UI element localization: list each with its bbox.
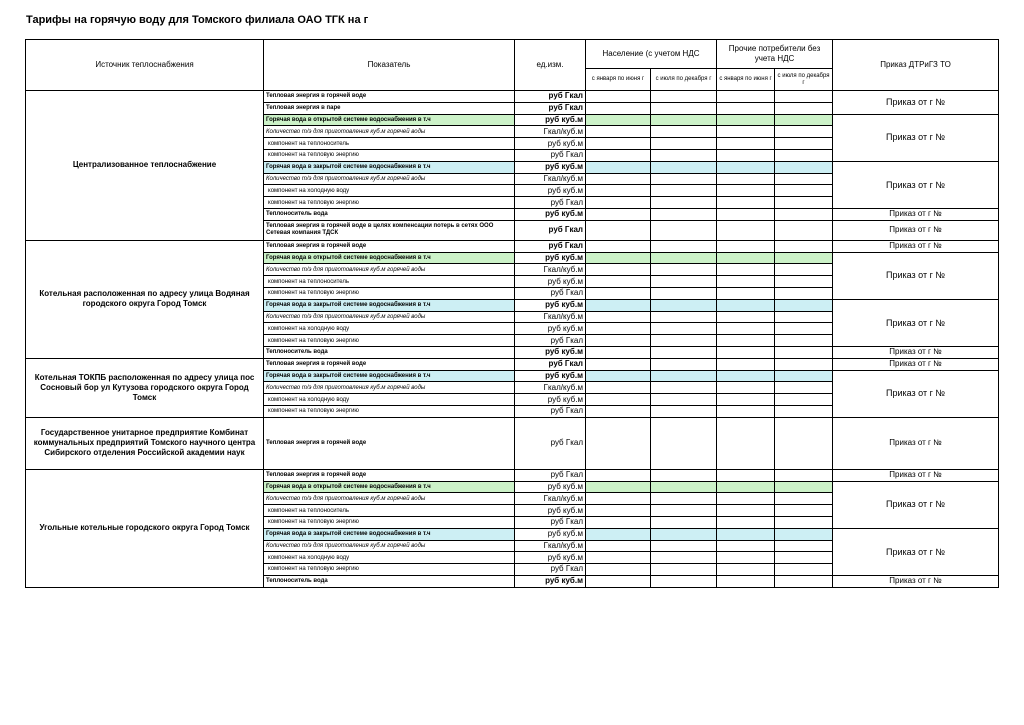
unit-cell: руб куб.м <box>515 208 586 220</box>
value-cell <box>586 323 651 335</box>
value-cell <box>586 149 651 161</box>
indicator-cell: Тепловая энергия в горячей воде <box>264 240 515 252</box>
value-cell <box>651 405 717 417</box>
table-row <box>26 469 999 481</box>
indicator-cell: Количество т/э для приготовления куб.м горячей воды <box>264 540 515 552</box>
document-title: Тарифы на горячую воду для Томского филиала ОАО ТГК на г <box>26 14 369 26</box>
unit-cell: руб куб.м <box>515 346 586 358</box>
value-cell <box>651 208 717 220</box>
value-cell <box>775 276 833 288</box>
indicator-cell: компонент на тепловую энергию <box>264 335 515 347</box>
order-cell: Приказ от г № <box>833 370 999 417</box>
value-cell <box>775 220 833 240</box>
value-cell <box>775 197 833 209</box>
value-cell <box>586 540 651 552</box>
unit-cell: руб Гкал <box>515 149 586 161</box>
value-cell <box>775 469 833 481</box>
unit-cell: руб Гкал <box>515 417 586 469</box>
unit-cell: руб куб.м <box>515 161 586 173</box>
value-cell <box>717 540 775 552</box>
value-cell <box>717 208 775 220</box>
table-row <box>26 358 999 370</box>
indicator-cell: Количество т/э для приготовления куб.м горячей воды <box>264 493 515 505</box>
value-cell <box>775 370 833 382</box>
value-cell <box>586 311 651 323</box>
value-cell <box>775 346 833 358</box>
unit-cell: руб Гкал <box>515 516 586 528</box>
value-cell <box>717 126 775 138</box>
value-cell <box>651 346 717 358</box>
indicator-cell: Количество т/э для приготовления куб.м горячей воды <box>264 264 515 276</box>
value-cell <box>717 405 775 417</box>
order-cell: Приказ от г № <box>833 220 999 240</box>
source-cell: Государственное унитарное предприятие Комбинат коммунальных предприятий Томского научного центра Сибирского отделения Российской академии наук <box>26 417 264 469</box>
unit-cell: руб куб.м <box>515 276 586 288</box>
value-cell <box>717 197 775 209</box>
value-cell <box>717 564 775 576</box>
value-cell <box>717 505 775 517</box>
table-row <box>26 240 999 252</box>
value-cell <box>651 126 717 138</box>
indicator-cell: компонент на холодную воду <box>264 552 515 564</box>
unit-cell: руб Гкал <box>515 335 586 347</box>
order-cell: Приказ от г № <box>833 91 999 115</box>
value-cell <box>651 173 717 185</box>
unit-cell: руб куб.м <box>515 185 586 197</box>
value-cell <box>651 91 717 103</box>
value-cell <box>586 173 651 185</box>
value-cell <box>775 323 833 335</box>
indicator-cell: компонент на холодную воду <box>264 185 515 197</box>
indicator-cell: Количество т/э для приготовления куб.м горячей воды <box>264 126 515 138</box>
indicator-cell: Горячая вода в закрытой системе водоснабжения в т.ч <box>264 370 515 382</box>
value-cell <box>586 552 651 564</box>
unit-cell: руб куб.м <box>515 114 586 126</box>
header-order: Приказ ДТРиГЗ ТО <box>833 40 999 91</box>
value-cell <box>775 126 833 138</box>
unit-cell: Гкал/куб.м <box>515 382 586 394</box>
value-cell <box>651 528 717 540</box>
value-cell <box>586 493 651 505</box>
value-cell <box>651 287 717 299</box>
order-cell: Приказ от г № <box>833 114 999 161</box>
value-cell <box>717 346 775 358</box>
value-cell <box>651 469 717 481</box>
value-cell <box>651 552 717 564</box>
indicator-cell: Горячая вода в закрытой системе водоснабжения в т.ч <box>264 528 515 540</box>
value-cell <box>586 126 651 138</box>
indicator-cell: компонент на холодную воду <box>264 323 515 335</box>
value-cell <box>775 299 833 311</box>
value-cell <box>651 114 717 126</box>
value-cell <box>717 469 775 481</box>
value-cell <box>586 505 651 517</box>
unit-cell: руб куб.м <box>515 481 586 493</box>
order-cell: Приказ от г № <box>833 346 999 358</box>
order-cell: Приказ от г № <box>833 299 999 346</box>
value-cell <box>717 240 775 252</box>
unit-cell: руб Гкал <box>515 91 586 103</box>
indicator-cell: компонент на тепловую энергию <box>264 197 515 209</box>
value-cell <box>775 394 833 406</box>
value-cell <box>586 417 651 469</box>
value-cell <box>586 264 651 276</box>
value-cell <box>717 276 775 288</box>
value-cell <box>775 138 833 150</box>
value-cell <box>651 417 717 469</box>
value-cell <box>586 358 651 370</box>
value-cell <box>651 358 717 370</box>
value-cell <box>717 575 775 587</box>
value-cell <box>651 161 717 173</box>
value-cell <box>775 493 833 505</box>
value-cell <box>775 264 833 276</box>
indicator-cell: Количество т/э для приготовления куб.м горячей воды <box>264 173 515 185</box>
value-cell <box>717 252 775 264</box>
value-cell <box>586 287 651 299</box>
value-cell <box>775 335 833 347</box>
value-cell <box>586 161 651 173</box>
value-cell <box>717 311 775 323</box>
unit-cell: Гкал/куб.м <box>515 493 586 505</box>
unit-cell: руб куб.м <box>515 370 586 382</box>
order-cell: Приказ от г № <box>833 528 999 575</box>
value-cell <box>717 417 775 469</box>
header-unit: ед.изм. <box>515 40 586 91</box>
indicator-cell: Количество т/э для приготовления куб.м горячей воды <box>264 311 515 323</box>
unit-cell: руб куб.м <box>515 575 586 587</box>
unit-cell: Гкал/куб.м <box>515 311 586 323</box>
header-period-1: с января по июня г <box>717 69 775 91</box>
value-cell <box>651 564 717 576</box>
value-cell <box>775 287 833 299</box>
value-cell <box>717 552 775 564</box>
value-cell <box>651 516 717 528</box>
value-cell <box>651 149 717 161</box>
value-cell <box>775 161 833 173</box>
table-row <box>26 417 999 469</box>
source-cell: Угольные котельные городского округа Город Томск <box>26 469 264 587</box>
indicator-cell: Тепловая энергия в горячей воде <box>264 358 515 370</box>
value-cell <box>586 346 651 358</box>
value-cell <box>586 276 651 288</box>
value-cell <box>717 173 775 185</box>
value-cell <box>651 276 717 288</box>
value-cell <box>586 575 651 587</box>
value-cell <box>717 528 775 540</box>
value-cell <box>651 264 717 276</box>
order-cell: Приказ от г № <box>833 469 999 481</box>
value-cell <box>717 299 775 311</box>
indicator-cell: компонент на тепловую энергию <box>264 405 515 417</box>
indicator-cell: компонент на теплоноситель <box>264 138 515 150</box>
value-cell <box>775 405 833 417</box>
value-cell <box>651 185 717 197</box>
value-cell <box>775 311 833 323</box>
value-cell <box>586 102 651 114</box>
value-cell <box>586 382 651 394</box>
value-cell <box>775 481 833 493</box>
unit-cell: руб Гкал <box>515 287 586 299</box>
value-cell <box>651 323 717 335</box>
value-cell <box>775 358 833 370</box>
indicator-cell: компонент на тепловую энергию <box>264 287 515 299</box>
value-cell <box>586 252 651 264</box>
indicator-cell: Количество т/э для приготовления куб.м горячей воды <box>264 382 515 394</box>
indicator-cell: Тепловая энергия в горячей воде в целях компенсации потерь в сетях ООО Сетевая компания ТДСК <box>264 220 515 240</box>
unit-cell: руб куб.м <box>515 299 586 311</box>
indicator-cell: компонент на холодную воду <box>264 394 515 406</box>
unit-cell: руб куб.м <box>515 138 586 150</box>
value-cell <box>717 358 775 370</box>
value-cell <box>775 516 833 528</box>
value-cell <box>717 481 775 493</box>
value-cell <box>717 185 775 197</box>
value-cell <box>586 516 651 528</box>
value-cell <box>651 240 717 252</box>
indicator-cell: Горячая вода в открытой системе водоснабжения в т.ч <box>264 252 515 264</box>
value-cell <box>651 197 717 209</box>
value-cell <box>775 417 833 469</box>
value-cell <box>586 240 651 252</box>
indicator-cell: Теплоноситель вода <box>264 575 515 587</box>
indicator-cell: Теплоноситель вода <box>264 208 515 220</box>
value-cell <box>717 149 775 161</box>
unit-cell: руб Гкал <box>515 469 586 481</box>
order-cell: Приказ от г № <box>833 575 999 587</box>
unit-cell: руб Гкал <box>515 220 586 240</box>
value-cell <box>586 394 651 406</box>
unit-cell: Гкал/куб.м <box>515 126 586 138</box>
value-cell <box>586 208 651 220</box>
indicator-cell: Теплоноситель вода <box>264 346 515 358</box>
indicator-cell: Горячая вода в закрытой системе водоснабжения в т.ч <box>264 299 515 311</box>
source-cell: Централизованное теплоснабжение <box>26 91 264 241</box>
value-cell <box>775 382 833 394</box>
header-population: Население (с учетом НДС <box>586 40 717 69</box>
value-cell <box>651 481 717 493</box>
value-cell <box>586 197 651 209</box>
unit-cell: руб куб.м <box>515 394 586 406</box>
value-cell <box>717 382 775 394</box>
indicator-cell: компонент на тепловую энергию <box>264 149 515 161</box>
value-cell <box>775 575 833 587</box>
value-cell <box>775 552 833 564</box>
order-cell: Приказ от г № <box>833 481 999 528</box>
unit-cell: руб Гкал <box>515 405 586 417</box>
indicator-cell: Горячая вода в закрытой системе водоснабжения в т.ч <box>264 161 515 173</box>
unit-cell: руб куб.м <box>515 505 586 517</box>
value-cell <box>717 138 775 150</box>
unit-cell: Гкал/куб.м <box>515 540 586 552</box>
value-cell <box>717 264 775 276</box>
unit-cell: руб Гкал <box>515 358 586 370</box>
value-cell <box>775 91 833 103</box>
indicator-cell: компонент на тепловую энергию <box>264 516 515 528</box>
header-source: Источник теплоснабжения <box>26 40 264 91</box>
order-cell: Приказ от г № <box>833 417 999 469</box>
value-cell <box>775 114 833 126</box>
value-cell <box>586 299 651 311</box>
unit-cell: руб куб.м <box>515 552 586 564</box>
value-cell <box>717 335 775 347</box>
unit-cell: руб Гкал <box>515 102 586 114</box>
value-cell <box>775 173 833 185</box>
value-cell <box>775 149 833 161</box>
unit-cell: Гкал/куб.м <box>515 264 586 276</box>
value-cell <box>775 564 833 576</box>
header-others: Прочие потребители без учета НДС <box>717 40 833 69</box>
indicator-cell: компонент на теплоноситель <box>264 276 515 288</box>
unit-cell: руб Гкал <box>515 197 586 209</box>
tariff-table <box>25 39 999 588</box>
indicator-cell: Горячая вода в открытой системе водоснабжения в т.ч <box>264 481 515 493</box>
value-cell <box>717 370 775 382</box>
order-cell: Приказ от г № <box>833 358 999 370</box>
unit-cell: руб куб.м <box>515 252 586 264</box>
source-cell: Котельная ТОКПБ расположенная по адресу улица пос Сосновый бор ул Кутузова городского округа Город Томск <box>26 358 264 417</box>
value-cell <box>586 528 651 540</box>
unit-cell: руб Гкал <box>515 240 586 252</box>
value-cell <box>651 299 717 311</box>
value-cell <box>651 311 717 323</box>
value-cell <box>586 405 651 417</box>
value-cell <box>775 528 833 540</box>
order-cell: Приказ от г № <box>833 240 999 252</box>
indicator-cell: Горячая вода в открытой системе водоснабжения в т.ч <box>264 114 515 126</box>
value-cell <box>651 575 717 587</box>
value-cell <box>586 469 651 481</box>
header-period-1: с января по июня г <box>586 69 651 91</box>
value-cell <box>586 114 651 126</box>
indicator-cell: компонент на тепловую энергию <box>264 564 515 576</box>
unit-cell: руб куб.м <box>515 528 586 540</box>
value-cell <box>717 91 775 103</box>
indicator-cell: Тепловая энергия в горячей воде <box>264 417 515 469</box>
value-cell <box>775 185 833 197</box>
source-cell: Котельная расположенная по адресу улица Водяная городского округа Город Томск <box>26 240 264 358</box>
value-cell <box>586 335 651 347</box>
value-cell <box>651 335 717 347</box>
value-cell <box>586 185 651 197</box>
value-cell <box>717 394 775 406</box>
indicator-cell: Тепловая энергия в горячей воде <box>264 91 515 103</box>
unit-cell: руб куб.м <box>515 323 586 335</box>
value-cell <box>586 220 651 240</box>
value-cell <box>651 493 717 505</box>
value-cell <box>775 102 833 114</box>
value-cell <box>586 564 651 576</box>
value-cell <box>717 287 775 299</box>
value-cell <box>651 382 717 394</box>
value-cell <box>775 252 833 264</box>
header-indicator: Показатель <box>264 40 515 91</box>
value-cell <box>775 240 833 252</box>
value-cell <box>651 505 717 517</box>
value-cell <box>717 161 775 173</box>
value-cell <box>717 323 775 335</box>
value-cell <box>775 505 833 517</box>
header-period-2: с июля по декабря г <box>775 69 833 91</box>
order-cell: Приказ от г № <box>833 161 999 208</box>
value-cell <box>717 220 775 240</box>
value-cell <box>651 138 717 150</box>
value-cell <box>717 493 775 505</box>
header-period-2: с июля по декабря г <box>651 69 717 91</box>
value-cell <box>586 370 651 382</box>
table-row <box>26 91 999 103</box>
value-cell <box>651 252 717 264</box>
value-cell <box>717 516 775 528</box>
order-cell: Приказ от г № <box>833 208 999 220</box>
value-cell <box>651 370 717 382</box>
value-cell <box>775 540 833 552</box>
order-cell: Приказ от г № <box>833 252 999 299</box>
indicator-cell: Тепловая энергия в паре <box>264 102 515 114</box>
value-cell <box>651 102 717 114</box>
value-cell <box>586 481 651 493</box>
value-cell <box>651 220 717 240</box>
indicator-cell: компонент на теплоноситель <box>264 505 515 517</box>
indicator-cell: Тепловая энергия в горячей воде <box>264 469 515 481</box>
value-cell <box>717 114 775 126</box>
value-cell <box>586 138 651 150</box>
value-cell <box>651 540 717 552</box>
unit-cell: Гкал/куб.м <box>515 173 586 185</box>
unit-cell: руб Гкал <box>515 564 586 576</box>
value-cell <box>775 208 833 220</box>
value-cell <box>586 91 651 103</box>
value-cell <box>717 102 775 114</box>
value-cell <box>651 394 717 406</box>
